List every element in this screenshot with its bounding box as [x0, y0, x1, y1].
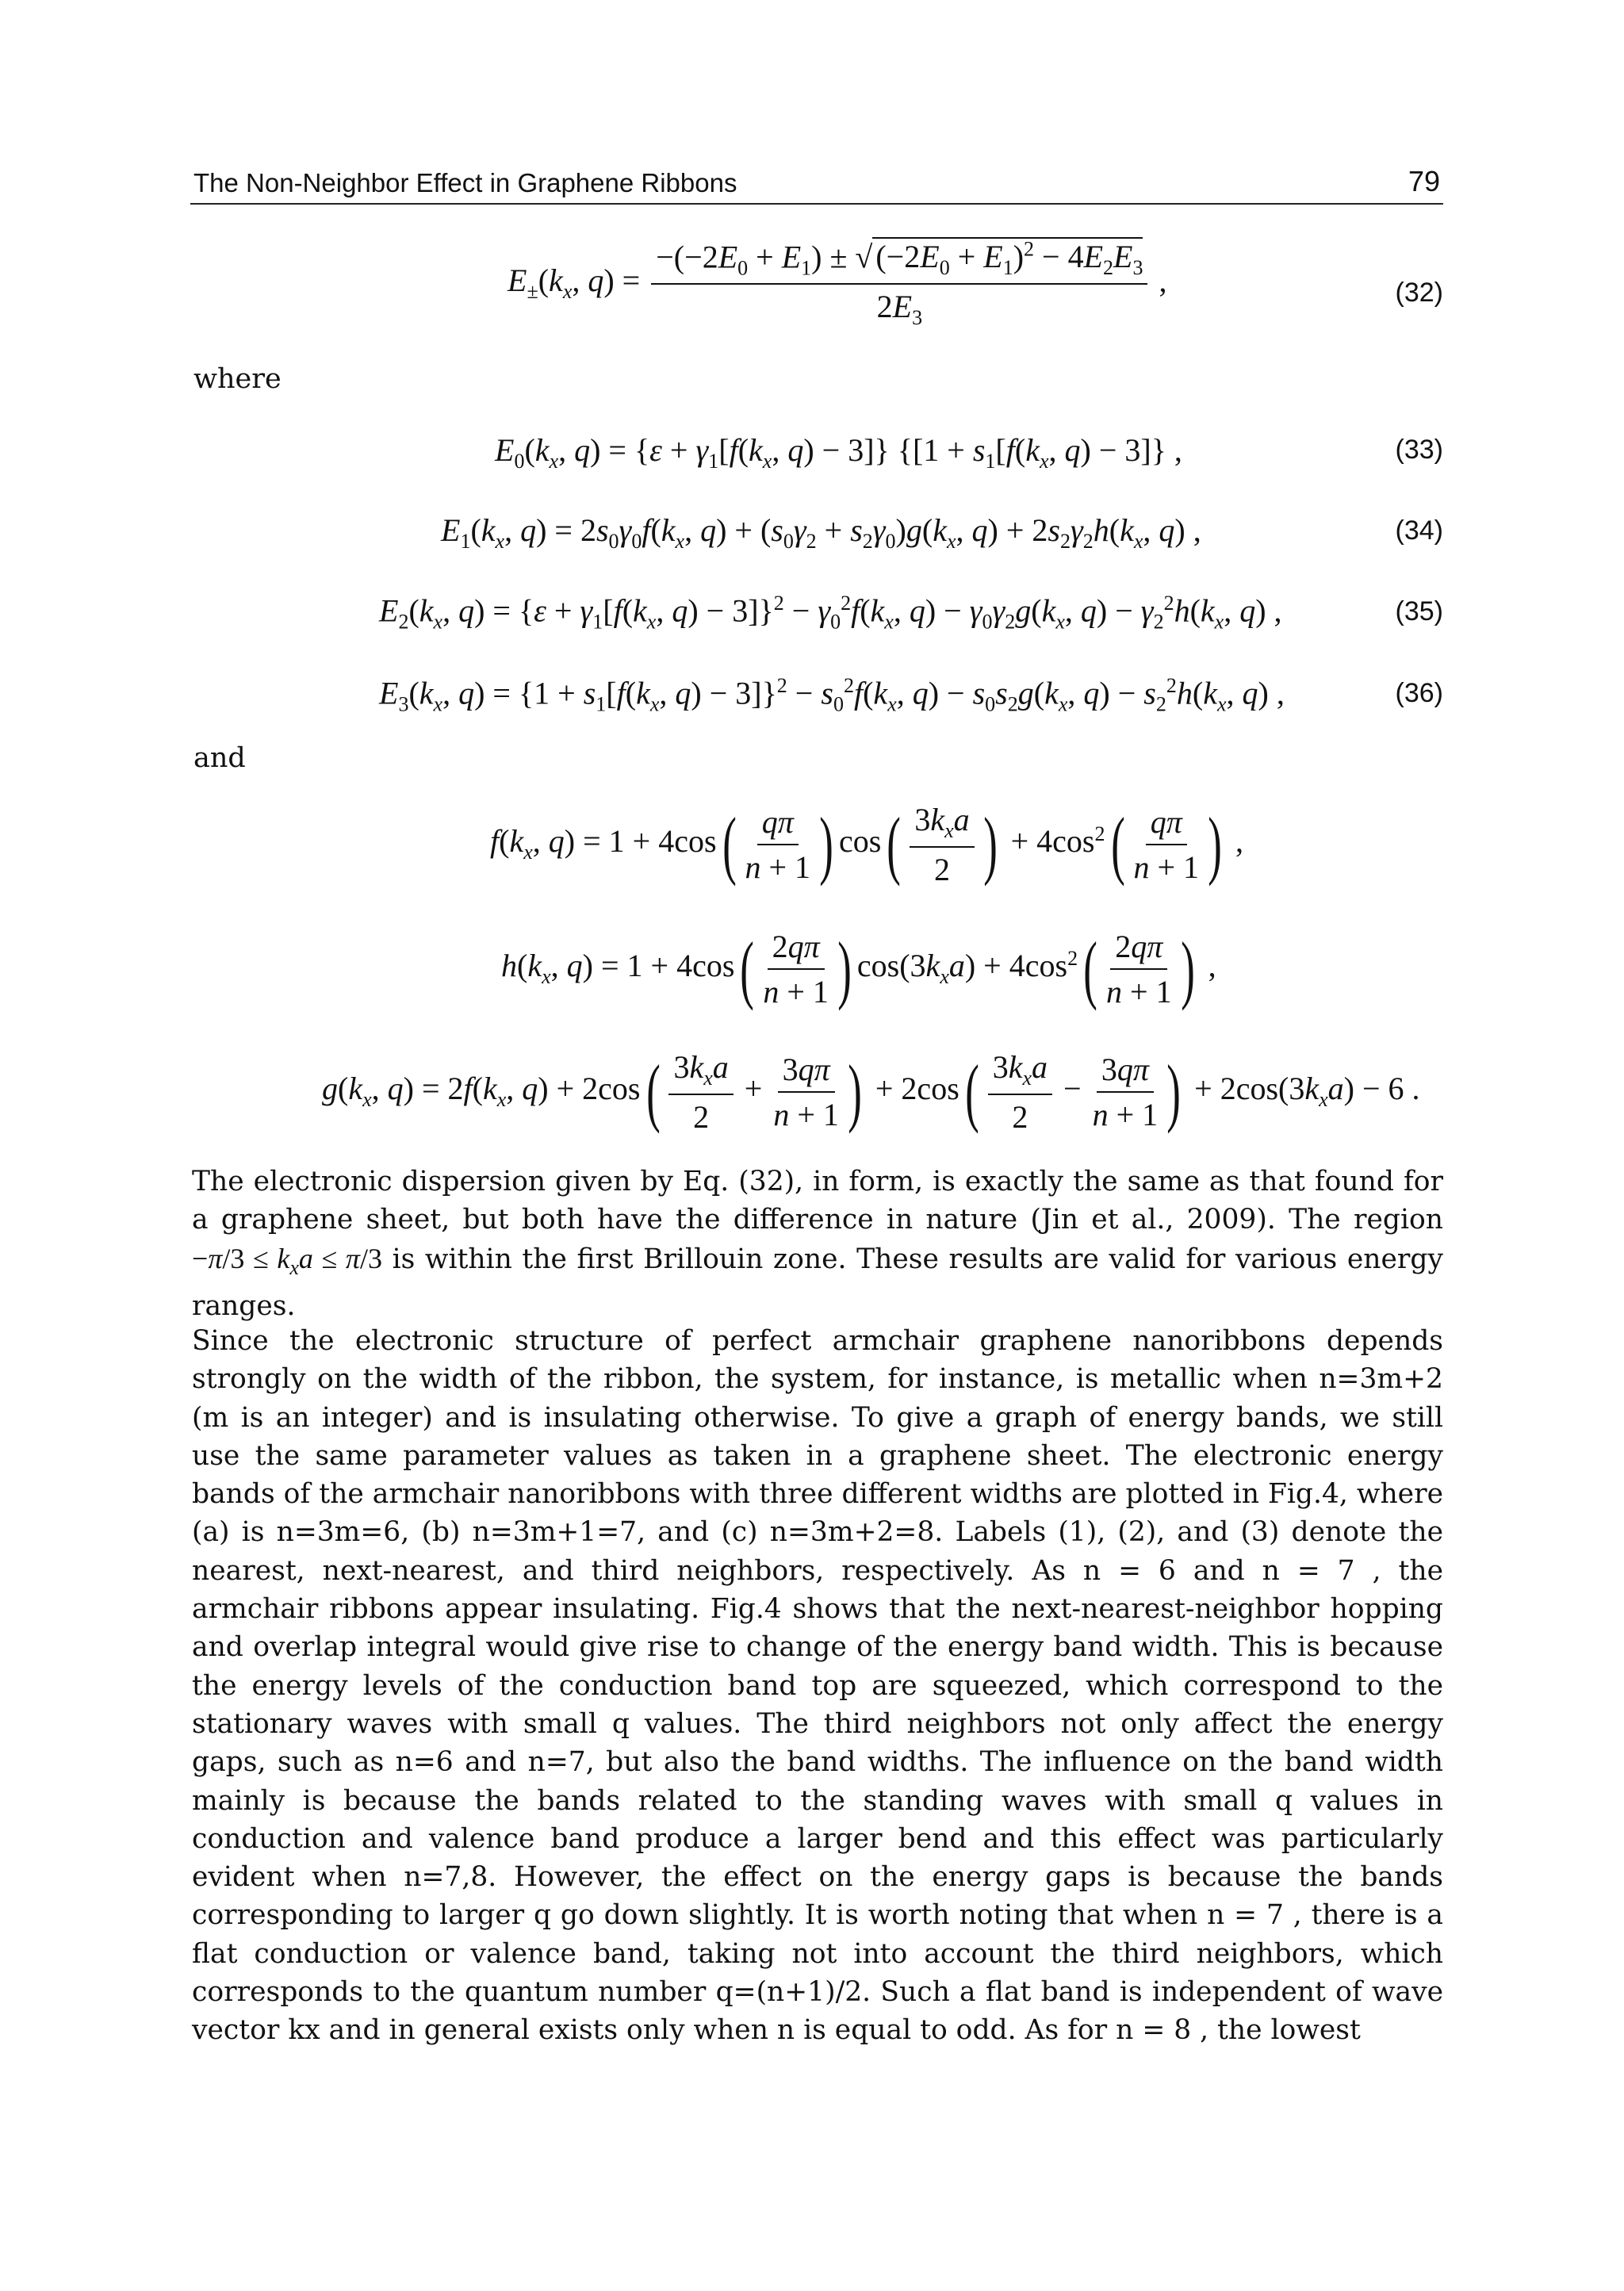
running-title: The Non-Neighbor Effect in Graphene Ribbons [193, 168, 737, 197]
equation-f-definition: $f(k_x$, q) = 1 + 4cos( $\frac{q\pi}{n + 1}$ ) cos( $\frac{3k_xa}{2}$ ) + $4\cos^2$( $\frac{q\pi}{n + 1}$ ) , [490, 802, 1243, 887]
equation-32-lhs: $E_\pm(k_x$, q) = [508, 262, 641, 304]
equation-32-number: (32) [1395, 278, 1443, 308]
page-number: 79 [1408, 165, 1440, 197]
paragraph-dispersion [192, 1163, 1443, 1325]
equation-36-number: (36) [1395, 678, 1443, 708]
equation-35: $E_2(k_x$, $q) = \{\varepsilon + \gamma_1[f(k_x$, $q) - 3]\}^2 - \gamma_0^2f(k_x$, $q) - \gamma_0\gamma_2g(k_x$, $q) - \gamma_2^2h(k_x$, q) , [379, 592, 1282, 634]
equation-32: $E_\pm(k_x$, q) = $\frac{-(-2E_0 + E_1) \pm √ (-2E_0 + E_1)^2 - 4E_2E_3}{2E_3}$ , [508, 238, 1167, 330]
paragraph-dispersion-text-a: The electronic dispersion given by Eq. (32), in form, is exactly the same as that found for a graphene sheet, but both have the difference in nature (Jin et al., 2009). The region [192, 1166, 1443, 1236]
equation-g-definition: $g(k_x$, $q) = 2f(k_x$, q) + 2cos( $\frac{3k_xa}{2}$ + $\frac{3q\pi}{n + 1}$ ) + 2cos( $\frac{3k_xa}{2}$ − $\frac{3q\pi}{n + 1}$ ) + $2\cos(3k_xa) - 6$ . [322, 1049, 1420, 1135]
equation-35-number: (35) [1395, 596, 1443, 626]
paragraph-armchair [192, 1322, 1443, 2050]
equation-33: $E_0(k_x$, $q) = \{\varepsilon + \gamma_1[f(k_x$, q) − 3]} {[$1 + s_1[f(k_x$, q) − 3]} , [495, 432, 1182, 473]
equation-36: $E_3(k_x$, $q) = \{1 + s_1[f(k_x$, $q) - 3]\}^2 - s_0^2f(k_x$, $q) - s_0s_2g(k_x$, $q) - s_2^2h(k_x$, q) , [379, 674, 1285, 716]
equation-34: $E_1(k_x$, $q) = 2s_0\gamma_0f(k_x$, $q) + (s_0\gamma_2 + s_2\gamma_0)g(k_x$, $q) + 2s_2\gamma_2h(k_x$, q) , [441, 512, 1201, 553]
and-label: and [193, 742, 246, 774]
region-inequality: $-\pi/3 \le k_xa \le \pi/3$ [192, 1242, 382, 1279]
equation-32-fraction: $\frac{-(-2E_0 + E_1) \pm √ (-2E_0 + E_1)^2 - 4E_2E_3}{2E_3}$ [651, 238, 1147, 330]
running-header [190, 165, 1443, 205]
paragraph-armchair-text: Since the electronic structure of perfect armchair graphene nanoribbons depends strongly on the width of the ribbon, the system, for instance, is metallic when n=3m+2 (m is an integer) and is insulating otherwise. To give a graph of energy bands, we still use the same parameter values as taken in a graphene sheet. The electronic energy bands of the armchair nanoribbons with three different widths are plotted in Fig.4, where (a) is n=3m=6, (b) n=3m+1=7, and (c) n=3m+2=8. Labels (1), (2), and (3) denote the nearest, next-nearest, and third neighbors, respectively. As n = 6 and n = 7 , the armchair ribbons appear insulating. Fig.4 shows that the next-nearest-neighbor hopping and overlap integral would give rise to change of the energy band width. This is because the energy levels of the conduction band top are squeezed, which correspond to the stationary waves with small q values. The third neighbors not only affect the energy gaps, such as n=6 and n=7, but also the band widths. The influence on the band width mainly is because the bands related to the standing waves with small q values in conduction and valence band produce a larger bend and this effect was particularly evident when n=7,8. However, the effect on the energy gaps is because the bands corresponding to larger q go down slightly. It is worth noting that when n = 7 , there is a flat conduction or valence band, taking not into account the third neighbors, which corresponds to the quantum number q=(n+1)/2. Such a flat band is independent of wave vector kx and in general exists only when n is equal to odd. As for n = 8 , the lowest [192, 1325, 1443, 2047]
equation-34-number: (34) [1395, 515, 1443, 546]
paragraph-dispersion-text-b: is within the first Brillouin zone. These results are valid for various energy ranges. [192, 1243, 1443, 1323]
where-label: where [193, 363, 282, 395]
equation-h-definition: $h(k_x$, q) = 1 + 4cos( $\frac{2q\pi}{n + 1}$ ) $\cos(3k_xa) + 4\cos^2$( $\frac{2q\pi}{n + 1}$ ) , [501, 926, 1216, 1011]
equation-33-number: (33) [1395, 435, 1443, 465]
